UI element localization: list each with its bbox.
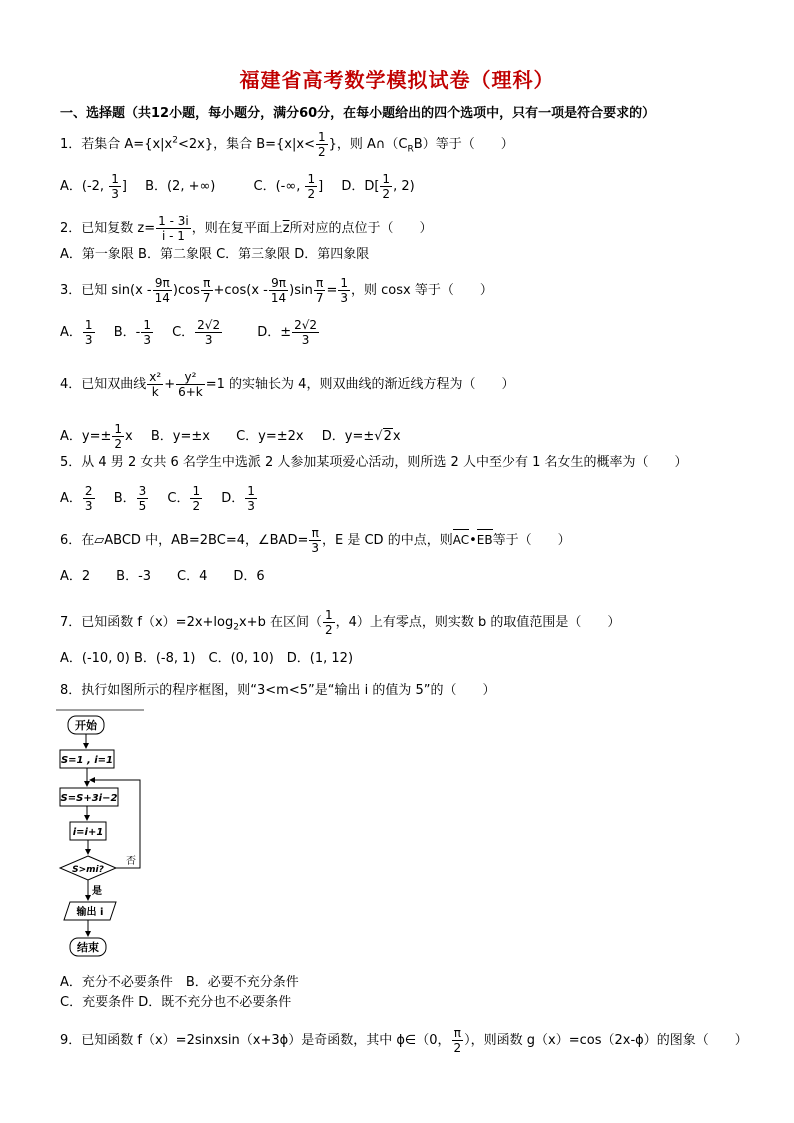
init-label: S=1 , i=1 [60,755,114,766]
question-3: 3．已知 sin(x - $\frac{9\pi}{14}$ )cos $\frac{\pi}{7}$ +cos(x - $\frac{9\pi}{14}$ )sin $\frac{\pi}{7}$ = $\frac{1}{3}$ ，则 cosx 等于（ ） [60,276,493,305]
question-1-options: A．(-2, $\frac{1}{3}$ ] B．(2, +∞) C．(-∞, $\frac{1}{2}$ ] D．D[ $\frac{1}{2}$ , 2) [60,172,415,201]
question-4-options: A．y=± $\frac{1}{2}$ x B．y=±x C．y=±2x D．y=±√2x [60,422,401,451]
question-6-options: A．2 B．-3 C．4 D．6 [60,569,265,584]
update-label: S=S+3i−2 [60,793,118,804]
question-8-options-2: C．充要条件 D．既不充分也不必要条件 [60,995,292,1010]
question-2-options: A．第一象限 B．第二象限 C．第三象限 D．第四象限 [60,247,370,262]
question-7: 7．已知函数 $f(x)=2x+\log_2x+b$ 在区间（ $\frac{1}{2}$ ，4）上有零点，则实数 b 的取值范围是（ ） [60,608,621,637]
cond-label: S>mi? [72,865,104,875]
yes-label: 是 [92,886,102,897]
question-2: 2．已知复数 z= $\frac{1 - 3i}{i - 1}$ ，则在复平面上$\overline{z}$所对应的点位于（ ） [60,214,433,243]
start-label: 开始 [75,719,97,732]
section-heading: 一、选择题（共12小题，每小题分，满分60分，在每小题给出的四个选项中，只有一项是符合要求的） [60,106,656,121]
no-label: 否 [126,856,136,867]
question-7-options: A．(-10, 0) B．(-8, 1) C．(0, 10) D．(1, 12) [60,651,354,666]
question-8: 8．执行如图所示的程序框图，则“3<m<5”是“输出 i 的值为 5”的（ ） [60,683,496,698]
end-label: 结束 [77,941,99,954]
inc-label: i=i+1 [72,827,104,838]
question-6: 6．在▱ABCD 中，AB=2BC=4，∠BAD= $\frac{\pi}{3}$ ，E 是 CD 的中点，则AC•EB等于（ ） [60,526,571,555]
question-5: 5．从 4 男 2 女共 6 名学生中选派 2 人参加某项爱心活动，则所选 2 人中至少有 1 名女生的概率为（ ） [60,455,688,470]
page-title: 福建省高考数学模拟试卷（理科） [239,68,555,92]
question-1: 1．若集合 $A=\{x|x^2<2x\}$，集合 B={x|x< $\frac{1}{2}$ }，则 $A\cap(C_RB)$等于（ ） [60,130,514,159]
question-4: 4．已知双曲线 $\frac{\text{x²}}{k}$ + $\frac{\text{y²}}{6+k}$ =1 的实轴长为 4，则双曲线的渐近线方程为（ ） [60,370,515,399]
question-3-options: A． $\frac{1}{3}$ B．- $\frac{1}{3}$ C． $\frac{2√2}{3}$ D．± $\frac{2√2}{3}$ [60,318,318,347]
question-9: 9．已知函数 f（x）=2sinxsin（x+3ϕ）是奇函数，其中 ϕ∈（0， $\frac{\pi}{2}$ ），则函数 g（x）=cos（2x-ϕ）的图象（ ） [60,1026,748,1055]
question-8-options-1: A．充分不必要条件 B．必要不充分条件 [60,975,299,990]
question-5-options: A． $\frac{2}{3}$ B． $\frac{3}{5}$ C． $\frac{1}{2}$ D． $\frac{1}{3}$ [60,484,255,513]
flowchart [56,708,148,966]
output-label: 输出 i [76,907,104,918]
